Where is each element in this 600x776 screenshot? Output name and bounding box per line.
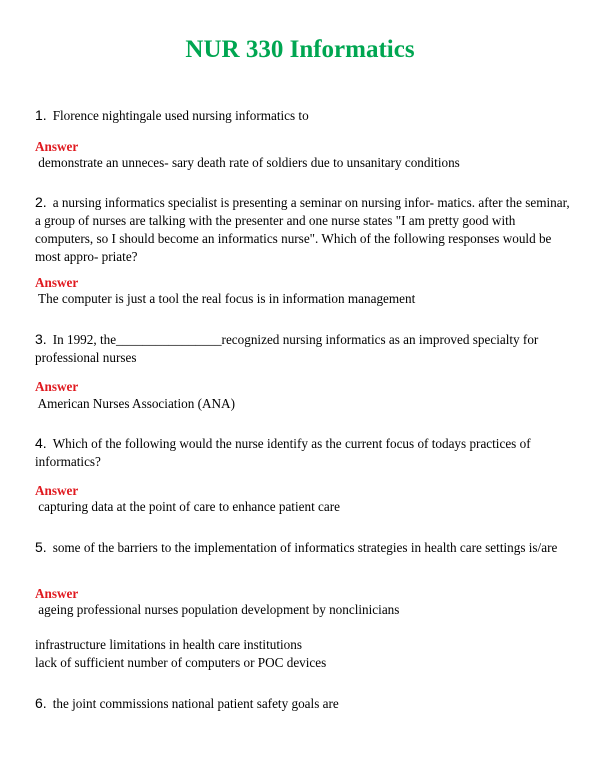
question-number: 1.: [35, 107, 47, 123]
answer-label: Answer: [35, 483, 79, 498]
question-text: Which of the following would the nurse identify as the current focus of todays practices of informatics?: [35, 436, 531, 469]
answer-text: lack of sufficient number of computers or POC devices: [35, 655, 327, 670]
question-number: 5.: [35, 539, 47, 555]
question-4: [35, 434, 570, 471]
page-title: NUR 330 Informatics: [185, 36, 415, 63]
question-text: Florence nightingale used nursing informatics to: [52, 108, 309, 123]
question-6: [35, 694, 570, 713]
question-number: 4.: [35, 435, 47, 451]
answer-text: demonstrate an unneces- sary death rate of soldiers due to unsanitary conditions: [35, 155, 460, 170]
question-1: [35, 106, 570, 125]
question-number: 3.: [35, 331, 47, 347]
question-text: a nursing informatics specialist is presenting a seminar on nursing infor- matics. after the seminar, a group of nurses are talking with the presenter and one nurse states "I am pretty good with computers, so I should become an informatics nurse". Which of the following responses would be most appro- priate?: [35, 195, 570, 264]
question-2: [35, 193, 570, 266]
question-text: the joint commissions national patient safety goals are: [52, 696, 339, 711]
answer-text: The computer is just a tool the real focus is in information management: [35, 291, 416, 306]
question-number: 2.: [35, 194, 47, 210]
question-text: some of the barriers to the implementation of informatics strategies in health care settings is/are: [52, 540, 558, 555]
question-number: 6.: [35, 695, 47, 711]
question-3: [35, 330, 570, 367]
answer-text: capturing data at the point of care to enhance patient care: [35, 499, 340, 514]
answer-label: Answer: [35, 275, 79, 290]
question-text: In 1992, the________________recognized nursing informatics as an improved specialty for professional nurses: [35, 332, 539, 365]
answer-label: Answer: [35, 139, 79, 154]
answer-label: Answer: [35, 586, 79, 601]
question-5: [35, 538, 570, 557]
answer-text: infrastructure limitations in health care institutions: [35, 637, 302, 652]
answer-label: Answer: [35, 379, 79, 394]
answer-text: American Nurses Association (ANA): [35, 396, 235, 411]
answer-text: ageing professional nurses population development by nonclinicians: [35, 602, 400, 617]
